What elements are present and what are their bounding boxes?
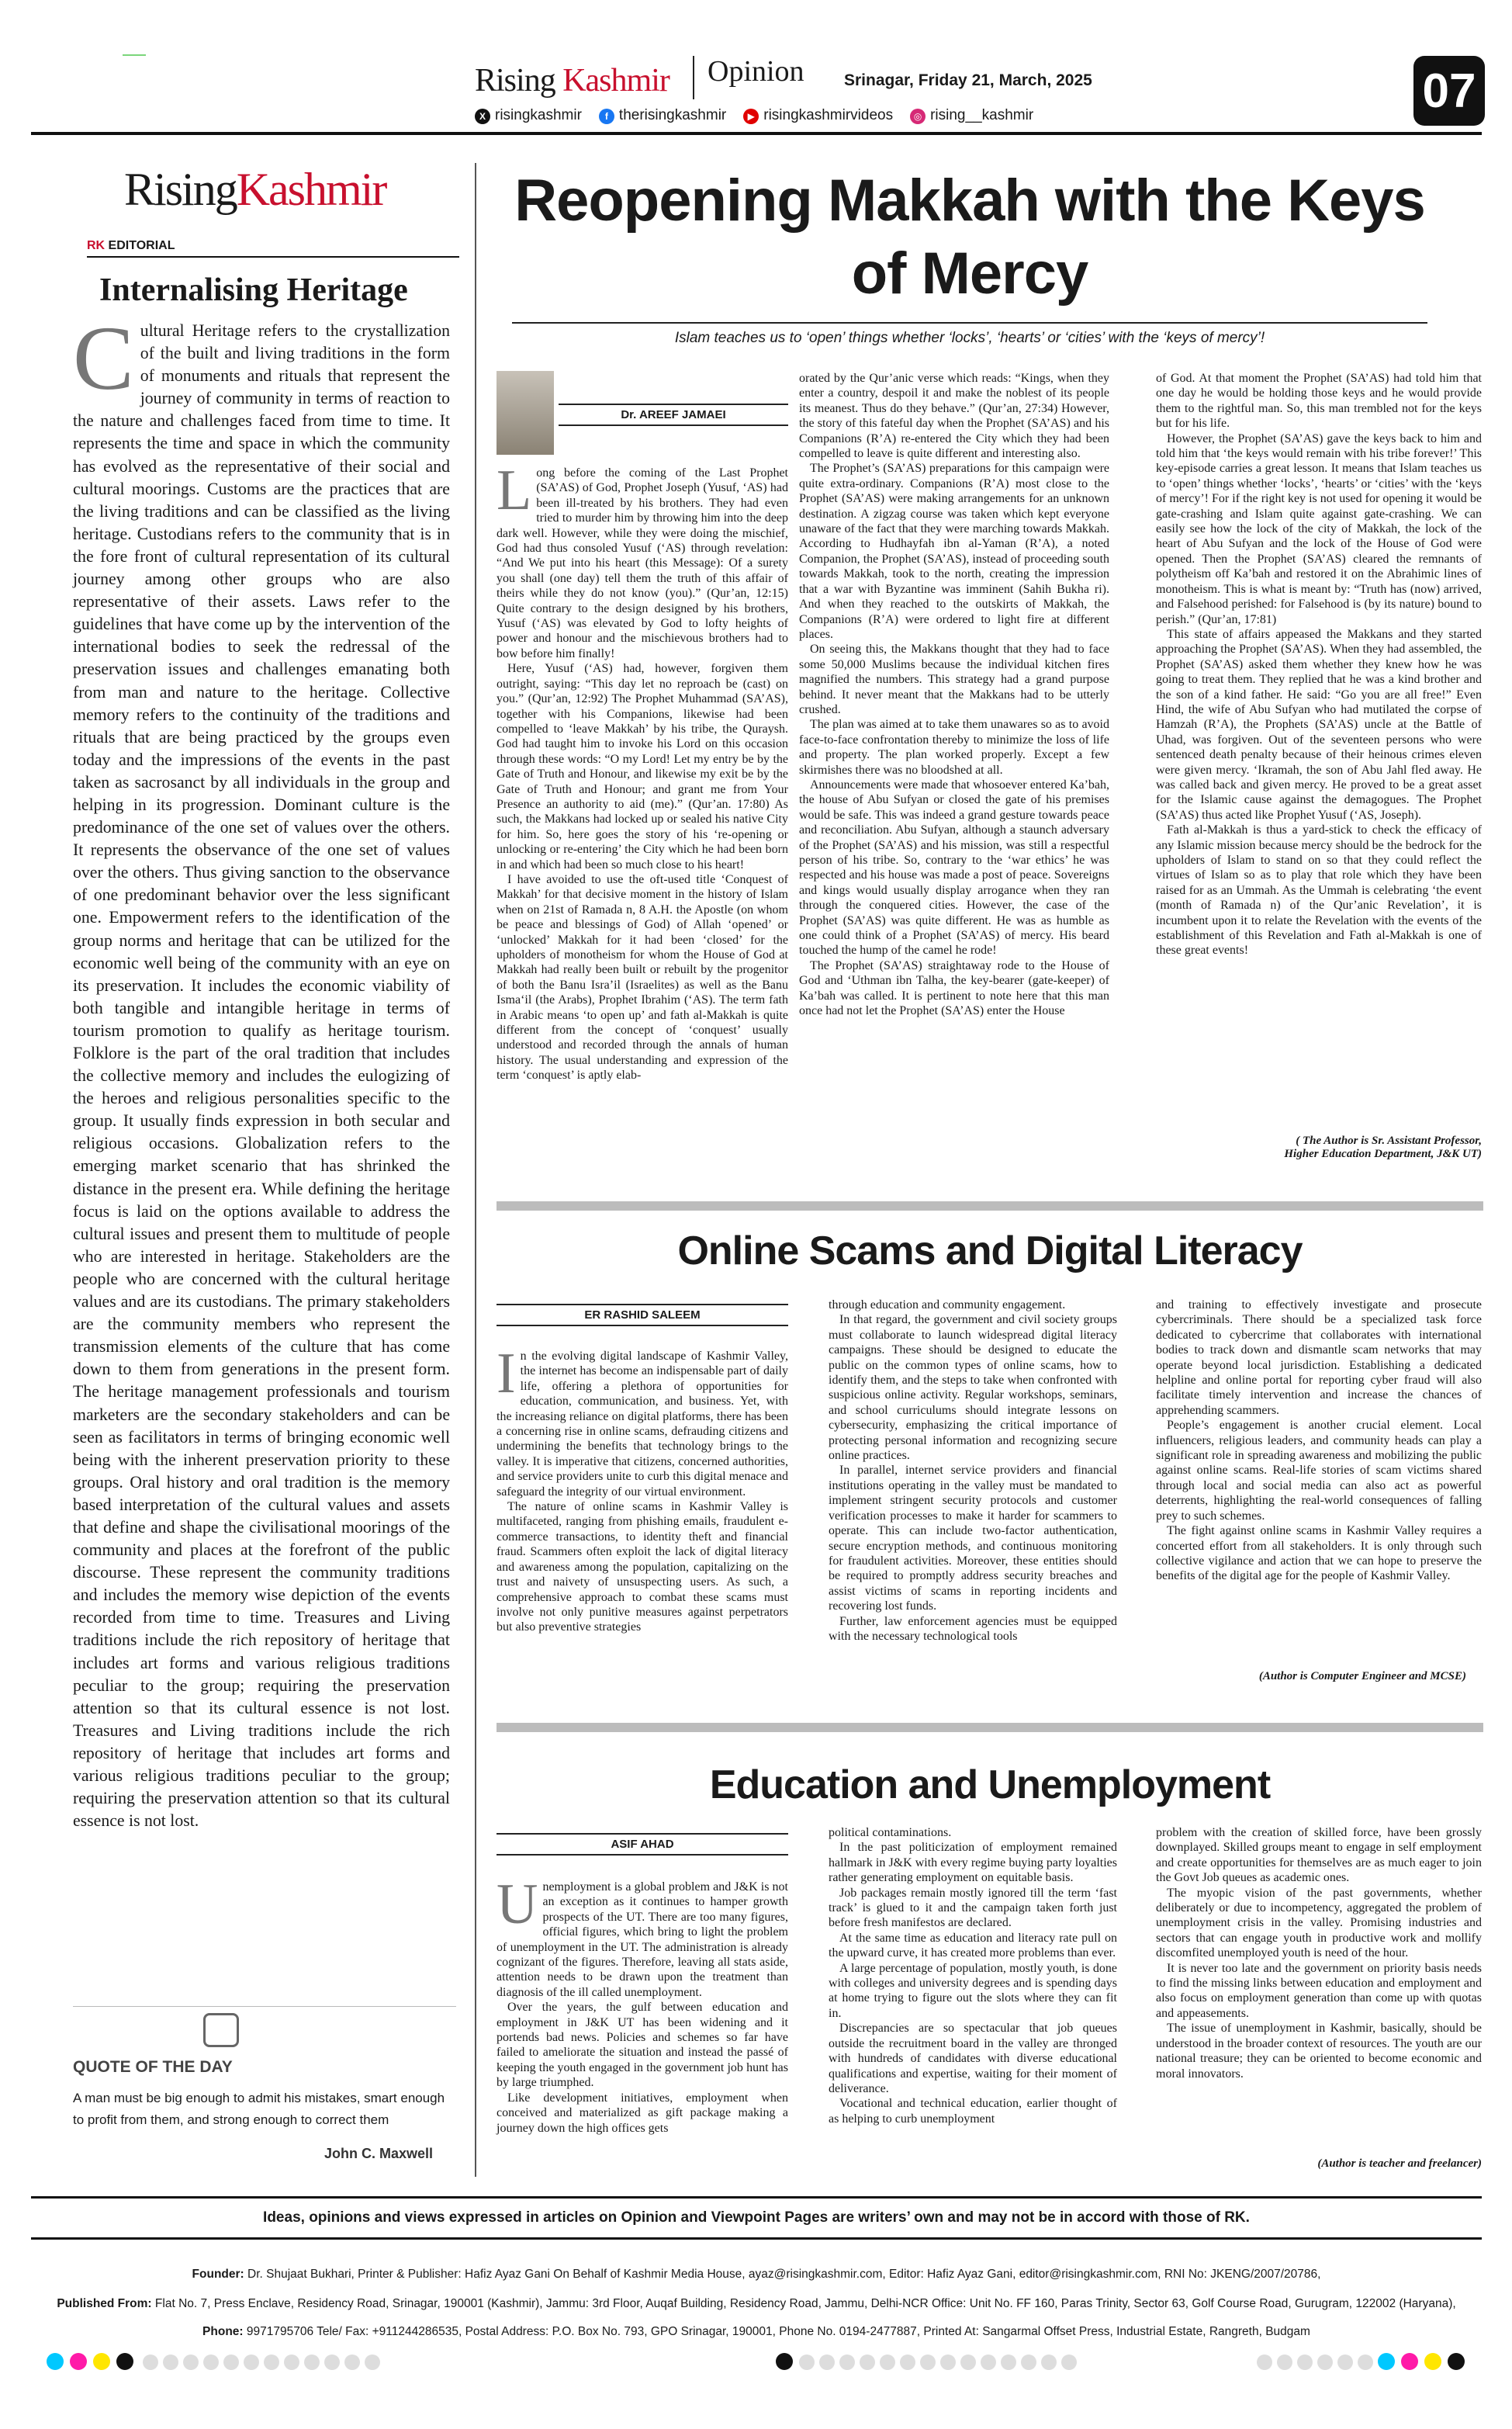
paragraph: A large percentage of population, mostly youth, is done with colleges and university degrees and is spending days at home trying to figure out the slots where they can fit in. xyxy=(829,1961,1117,2020)
paragraph: The Prophet (SA’AS) straightaway rode to the House of God and ‘Uthman ibn Talha, the key-bearer (gate-keeper) of Ka’bah was called. It is pertinent to note here that this man once had not let the Prophet (SA’AS) enter the House xyxy=(799,958,1109,1018)
paragraph: Like development initiatives, employment when conceived and materialized as gift package making a journey down the high offices gets xyxy=(497,2091,788,2135)
social-label: rising__kashmir xyxy=(930,107,1034,123)
article2-title: Online Scams and Digital Literacy xyxy=(677,1228,1303,1273)
paragraph: problem with the creation of skilled force, have been grossly downplayed. Skilled groups meant to engage in self employment and create opportunities for themselves are as much eager to join the Govt Job queues as academic ones. xyxy=(1156,1826,1482,1885)
paragraph: It is never too late and the government on priority basis needs to find the missing links between education and employment and also focus on employment generation than come up with quotas and appeasements. xyxy=(1156,1961,1482,2020)
article1-col3 xyxy=(1156,371,1482,958)
paragraph: Here, Yusuf (‘AS) had, however, forgiven them outright, saying: “This day let no reproach be (cast) on you.” (Qur’an, 12:92) The Prophet Muhammad (SA’AS), together with his Companions, likewise had been compelled to ‘leave Makkah’ by his tribe, the Quraysh. God had taught him to invoke his Lord on this occasion through these words: “O my Lord! Let my entry be by the Gate of Truth and Honour, and likewise my exit be by the Gate of Truth and Honour; and grant me from Your Presence an authority to aid (me).” (Qur’an. 17:80) As such, the Makkans had locked up or sealed his native City for him. So, here goes the story of his ‘re-opening or unlocking or re-entering’ the City which he had been born in and which had been so much close to his heart! xyxy=(497,662,788,871)
paragraph: I have avoided to use the oft-used title ‘Conquest of Makkah’ for that decisive moment in the history of Islam when on 21st of Ramada n, 8 A.H. the Apostle (on whom be peace and blessings of God) of Allah ‘opened’ or ‘unlocked’ Makkah for it had been ‘closed’ for the upholders of monotheism for whom the House of God at Makkah had really been built or rebuilt by the progenitor of both the Banu Isra’il (Israelites) as well as the Banu Isma‘il (the Arabs), Prophet Ibrahim (‘AS). The term fath in Arabic means ‘to open up’ and fath al-Makkah is quite different from the concept of ‘conquest’ usually understood and recorded through the annals of human history. The usual understanding and expression of the term ‘conquest’ is aptly elab- xyxy=(497,872,788,1083)
quote-label: QUOTE OF THE DAY xyxy=(73,2058,233,2076)
article1-subtitle: Islam teaches us to ‘open’ things whether ‘locks’, ‘hearts’ or ‘cities’ with the ‘keys of mercy’! xyxy=(512,322,1427,347)
article2-col1 xyxy=(497,1342,788,1635)
paragraph: ong before the coming of the Last Prophet (SA’AS) of God, Prophet Joseph (Yusuf, ‘AS) had been ill-treated by his brothers. They had even tried to murder him by throwing him into the deep dark well. However, while they were doing the mischief, God had thus consoled Yusuf (‘AS) through revelation: “And We put into his heart (this Message): Of a surety you shall (one day) tell them the truth of this affair of theirs while they do not know (you).” (Qur’an, 12:15) Quite contrary to the design designed by his brothers, Yusuf (‘AS) was elevated by God to lofty heights of power and honour and the mischievous brothers had to bow before him finally! xyxy=(497,466,788,660)
social-link-rising__kashmir[interactable] xyxy=(910,107,1033,124)
article1-dropcap: L xyxy=(497,459,532,522)
paragraph: and training to effectively investigate and prosecute cybercriminals. There should be a specialized task force dedicated to cybercrime that collaborates with international bodies to track down and dismantle scam networks that may operate beyond local jurisdiction. Establishing a dedicated helpline and online portal for reporting cyber fraud will also facilitate timely intervention and increase the chances of apprehending scammers. xyxy=(1156,1298,1482,1417)
x-icon: X xyxy=(475,109,490,124)
article3-byline: (Author is teacher and freelancer) xyxy=(1317,2157,1482,2170)
facebook-icon: f xyxy=(599,109,614,124)
paragraph: n the evolving digital landscape of Kashmir Valley, the internet has become an indispensable part of daily life, offering a plethora of opportunities for education, communication, and business. Yet, with the increasing reliance on digital platforms, there has been a concerning rise in online scams, defrauding citizens and undermining the benefits that technology brings to the valley. It is imperative that citizens, concerned authorities, and service providers unite to curb this digital menace and safeguard the integrity of our virtual environment. xyxy=(497,1350,788,1499)
paragraph: nemployment is a global problem and J&K is not an exception as it continues to hamper growth prospects of the UT. There are too many figures, official figures, which bring to light the problem of unemployment in the UT. The administration is already cognizant of the figures. Therefore, leaving all stats aside, attention needs to be drawn upon the treatment than diagnosis of the ill called unemployment. xyxy=(497,1880,788,1999)
paragraph: Discrepancies are so spectacular that job queues outside the recruitment board in the valley are thronged with hundreds of candidates with diverse educational qualifications and expertise, waiting for their moment of deliverance. xyxy=(829,2022,1117,2095)
editorial-label: RK EDITORIAL xyxy=(87,239,459,258)
social-label: risingkashmir xyxy=(495,107,582,123)
paragraph: political contaminations. xyxy=(829,1826,952,1839)
editorial-brand-logo: RisingKashmir xyxy=(124,164,386,215)
section-rule-3 xyxy=(497,1723,1483,1732)
quote-author: John C. Maxwell xyxy=(324,2146,434,2161)
paragraph: On seeing this, the Makkans thought that they had to face some 50,000 Muslims because the individual kitchen fires magnified the numbers. This strategy had a grand purpose behind. It never meant that the Makkans had to be utterly crushed. xyxy=(799,643,1109,716)
paragraph: The myopic vision of the past governments, whether deliberately or due to incompetency, aggregated the problem of unemployment crisis in the valley. Promising industries and sectors that can engage youth in productive work and mollify discomfited unemployed youth is need of the hour. xyxy=(1156,1886,1482,1960)
quote-divider xyxy=(73,2006,456,2007)
article1-col2 xyxy=(799,371,1109,1018)
paragraph: Job packages remain mostly ignored till the term ‘fast track’ is glued to it and the campaign taken forth just before fresh manifestos are declared. xyxy=(829,1886,1117,1930)
instagram-icon: ◎ xyxy=(910,109,926,124)
article3-col1 xyxy=(497,1873,788,2136)
masthead-brand: Rising Kashmir xyxy=(475,63,670,99)
footer-line-1: Founder: Dr. Shujaat Bukhari, Printer & Publisher: Hafiz Ayaz Gani On Behalf of Kashmir Media House, ayaz@risingkashmir.com, Editor: Hafiz Ayaz Gani, editor@risingkashmir.com, RNI No: JKENG/2007/20786, xyxy=(192,2268,1321,2281)
quote-text: A man must be big enough to admit his mistakes, smart enough to profit from them, and strong enough to correct them xyxy=(73,2091,445,2127)
page-number: 07 xyxy=(1413,56,1485,126)
paragraph: Announcements were made that whosoever entered Ka’bah, the house of Abu Sufyan or closed the gate of his premises would be safe. This was indeed a grand gesture towards peace and reconciliation. Abu Sufyan, although a staunch adversary of the Prophet (SA’AS) and his mission, was still a respectful person of his tribe. So, contrary to the ‘war ethics’ he was respected and his house was made a post of peace. Sovereigns and kings would usually display arrogance when they ran through the conquered cities. However, the case of the Prophet (SA’AS) was quite different. He was as humble as one could think of a Prophet (SA’AS) of mercy. His beard touched the hump of the camel he rode! xyxy=(799,778,1109,958)
paragraph: The Prophet’s (SA’AS) preparations for this campaign were quite extra-ordinary. Companions (R’A) most close to the Prophet (SA’AS) were making arrangements for an unknown destination. A zigzag course was taken which kept everyone unaware of the fact that they were marching towards Makkah. According to Hudhayfah ibn al-Yaman (R’A), a noted Companion, the Prophet (SA’AS), instead of proceeding south towards Makkah, took to the north, creating the impression that a war with Byzantine was imminent (Sahih Bukha ri). And when they reached to the outskirts of Makkah, the Companions (R’A) were ordered to light fire at different places. xyxy=(799,462,1109,641)
paragraph: At the same time as education and literacy rate pull on the upward curve, it has created more problems than ever. xyxy=(829,1931,1117,1960)
article3-author: ASIF AHAD xyxy=(497,1833,788,1856)
article1-byline: ( The Author is Sr. Assistant Professor, Higher Education Department, J&K UT) xyxy=(1284,1135,1482,1160)
article1-col1 xyxy=(497,459,788,1083)
paragraph: Fath al-Makkah is thus a yard-stick to check the efficacy of any Islamic mission because mercy should be the bedrock for the upholders of Islam to stand on so that they could reflect the virtues of Islam so as to play that role which they have been raised for as an Ummah. As the Ummah is celebrating ‘the event (month of Ramada n) of the Qur’anic Revelation’, it is incumbent upon it to relate the Revelation with the events of the establishment of this Revelation and Fath al-Makkah is one of these great events! xyxy=(1156,823,1482,958)
youtube-icon: ▶ xyxy=(743,109,759,124)
social-label: risingkashmirvideos xyxy=(763,107,894,123)
color-registration-strip-left xyxy=(47,2353,385,2376)
social-links xyxy=(475,107,1044,124)
article3-dropcap: U xyxy=(497,1873,538,1936)
color-registration-strip-right xyxy=(1257,2353,1471,2376)
registration-mark xyxy=(123,54,146,56)
footer-line-2: Published From: Flat No. 7, Press Enclave, Residency Road, Srinagar, 190001 (Kashmir), Jammu: 3rd Floor, Auqaf Building, Residency Road, Jammu, Delhi-NCR Office: Unit No. FF 160, Paras Trinity, Sector 63, Golf Course Road, Gurugram, 122002 (Haryana), xyxy=(57,2297,1456,2310)
article2-dropcap: I xyxy=(497,1342,516,1405)
disclaimer: Ideas, opinions and views expressed in articles on Opinion and Viewpoint Pages are writers’ own and may not be in accord with those of RK. xyxy=(31,2196,1482,2240)
top-rule xyxy=(31,132,1482,135)
social-link-risingkashmir[interactable] xyxy=(475,107,582,124)
paragraph: However, the Prophet (SA’AS) gave the keys back to him and told him that ‘the keys would remain with his tribe forever!’ This key-episode carries a great lesson. It means that Islam teaches us to ‘open’ things whether ‘locks’, ‘hearts’ or ‘cities’ with the ‘keys of mercy’! For if the right key is not used for opening it would be gate-crashing and Islam quite against gate-crashing. We can easily see how the lock of the city of Makkah, the lock of the heart of Abu Sufyan and the lock of the House of God were opened. Then the Prophet (SA’AS) cleared the remnants of polytheism off Ka’bah and restored it on the Abrahimic lines of monotheism. This is what is meant by: “Truth has (now) arrived, and Falsehood perished: for Falsehood is (by its nature) bound to perish.” (Qur’an, 17:81) xyxy=(1156,431,1482,626)
paragraph: orated by the Qur’anic verse which reads: “Kings, when they enter a country, despoil it and make the noblest of its people its meanest. Thus do they behave.” (Qur’an, 27:34) However, the story of this fateful day when the Prophet (SA’AS) and his Companions (R’A) re-entered the City which they had been compelled to leave is quite different and interesting also. xyxy=(799,372,1109,461)
paragraph: Over the years, the gulf between education and employment in J&K UT has been widening and it portends bad news. Policies and schemes so far have failed to ameliorate the situation and instead the passé of keeping the youth engaged in the government job hunt has by large triumphed. xyxy=(497,2001,788,2090)
article2-col2 xyxy=(829,1298,1117,1644)
social-link-therisingkashmir[interactable] xyxy=(599,107,726,124)
editorial-body xyxy=(73,307,450,1832)
paragraph: This state of affairs appeased the Makkans and they started approaching the Prophet (SA’AS). When they had assembled, the Prophet (SA’AS) asked them whether they knew how he was going to treat them. They replied that he was a kind brother and the son of a kind father. He said: “Go you are all free!” Even Hind, the wife of Abu Sufyan who had mutilated the corpse of Hamzah (R’A), the Prophets (SA’AS) uncle at the Battle of Uhad, was forgiven. Out of the seventeen persons who were sentenced death penalty because of their heinous crimes eleven were given mercy. ‘Ikramah, the son of Abu Jahl fled away. He was called back and given mercy. He proved to be a great asset for the Islamic cause against the demagogues. The Prophet (SA’AS) thus acted like Prophet Yusuf (‘AS, Joseph). xyxy=(1156,627,1482,822)
paragraph: The plan was aimed at to take them unawares so as to avoid face-to-face confrontation thereby to minimize the loss of life and property. The plan worked properly. Except a few skirmishes there was no bloodshed at all. xyxy=(799,718,1109,777)
color-registration-strip-mid xyxy=(776,2353,1081,2376)
speech-bubble-icon xyxy=(203,2013,239,2047)
section-name: Opinion xyxy=(708,55,804,88)
footer-line-3: Phone: 9971795706 Tele/ Fax: +911244286535, Postal Address: P.O. Box No. 793, GPO Srinagar, 190001, Phone No. 0194-2477887, Printed At: Sangarmal Offset Press, Industrial Estate, Rangreth, Budgam xyxy=(202,2325,1310,2338)
paragraph: In parallel, internet service providers and financial institutions operating in the valley must be mandated to implement stringent security protocols and customer verification processes to make it harder for scammers to operate. This can include two-factor authentication, secure encryption methods, and continuous monitoring for fraudulent activities. Moreover, these entities should be required to promptly address security breaches and assist victims of scams in reporting incidents and recovering lost funds. xyxy=(829,1464,1117,1613)
paragraph: of God. At that moment the Prophet (SA’AS) had told him that one day he would be holding those keys and he would provide them to the rightful man. So, this man trembled not for the keys but for his life. xyxy=(1156,372,1482,431)
social-link-risingkashmirvideos[interactable] xyxy=(743,107,893,124)
paragraph: The fight against online scams in Kashmir Valley requires a concerted effort from all stakeholders. It is only through such collective vigilance and action that we can hope to preserve the benefits of the digital age for the people of Kashmir Valley. xyxy=(1156,1524,1482,1583)
article2-author: ER RASHID SALEEM xyxy=(497,1304,788,1326)
editorial-text: ultural Heritage refers to the crystallization of the built and living traditions in the form of monuments and rituals that represent the journey of community in terms of reaction to the nature and challenges faced from time to time. It represents the time and space in which the community has evolved as the representative of their social and cultural moorings. Customs are the practices that are the living traditions and can be classified as the living heritage. Custodians refers to the community that is in the fore front of cultural representation of its cultural journey among other groups who are also representative of their assets. Laws refer to the guidelines that have come up by the intervention of the international bodies to seek the redressal of the preservation issues and challenges emanating both from man and nature to the heritage. Collective memory refers to the continuity of the traditions and rituals that are being practiced by the groups even today and the impressions of the events in the past taken as sacrosanct by all individuals in the group and helping in its progression. Dominant culture is the predominance of the one set of values over the others. It represents the observance of the one set of values over the others. Thus giving sanction to the observance of one predominant behavior over the less significant one. Empowerment refers to the identification of the group norms and heritage that can be utilized for the economic well being of the community with an eye on its preservation. It includes the economic viability of both tangible and intangible heritage in terms of tourism promotion to qualify as heritage tourism. Folklore is the part of the oral tradition that includes the collective memory and includes the eulogizing of the heroes and religious personalities specific to the group. It usually finds expression in both secular and religious occasions. Globalization refers to the emerging market scenario that has shrinked the distance in the present era. While defining the heritage focus is laid on the options available to address the cultural issues and present them to multitude of people who are interested in heritage. Stakeholders are the people who are concerned with the cultural heritage values and are its custodians. The primary stakeholders are the community members who represent the transmission elements of the culture that has come down to them from generations in the present form. The heritage management professionals and tourism marketers are the secondary stakeholders and can be seen as facilitators in terms of bringing economic well being with the inherent preservation priority to these groups. Oral history and oral tradition is the memory based interpretation of the cultural values and assets that define and shape the civilisational moorings of the community and places at the forefront of the public discourse. These represent the community traditions and includes the memory wise depiction of the events recorded from time to time. Treasures and Living traditions include the rich repository of heritage that includes art forms and various religious traditions peculiar to the group; requiring the preservation attention so that its cultural essence is not lost. Treasures and Living traditions include the rich repository of heritage that includes art forms and various religious traditions peculiar to the group; requiring the preservation attention so that its cultural essence is not lost. xyxy=(73,321,450,1831)
paragraph: The issue of unemployment in Kashmir, basically, should be understood in the broader context of resources. The youth are our national treasure; they can be oriented to become economic and moral innovators. xyxy=(1156,2022,1482,2081)
editorial-dropcap: C xyxy=(73,307,134,409)
paragraph: Vocational and technical education, earlier thought of as helping to curb unemployment xyxy=(829,2097,1117,2126)
article1-author: Dr. AREEF JAMAEI xyxy=(559,404,788,426)
social-label: therisingkashmir xyxy=(618,107,727,123)
paragraph: Further, law enforcement agencies must be equipped with the necessary technological tools xyxy=(829,1614,1117,1643)
article3-col3 xyxy=(1156,1825,1482,2081)
paragraph: People’s engagement is another crucial element. Local influencers, religious leaders, and community heads can play a significant role in spreading awareness and mobilizing the public against online scams. Real-life stories of scam victims shared through local and social media can also act as powerful deterrents, highlighting the real-world consequences of falling prey to such schemes. xyxy=(1156,1419,1482,1523)
article2-byline: (Author is Computer Engineer and MCSE) xyxy=(1258,1670,1466,1682)
section-rule-2 xyxy=(497,1201,1483,1211)
article3-title: Education and Unemployment xyxy=(709,1762,1271,1807)
article1-title: Reopening Makkah with the Keys of Mercy xyxy=(514,168,1425,307)
header-divider xyxy=(693,56,694,99)
issue-date: Srinagar, Friday 21, March, 2025 xyxy=(844,71,1092,89)
paragraph: The nature of online scams in Kashmir Valley is multifaceted, ranging from phishing emails, fraudulent e-commerce transactions, to identity theft and financial fraud. Scammers often exploit the lack of digital literacy and awareness among the population, capitalizing on the trust and naivety of unsuspecting users. As such, a comprehensive approach to combat these scams must involve not only punitive measures against perpetrators but also preventive strategies xyxy=(497,1500,788,1634)
paragraph: through education and community engagement. xyxy=(829,1298,1066,1312)
column-divider xyxy=(475,163,476,2177)
paragraph: In the past politicization of employment remained hallmark in J&K with every regime buying party loyalties rather generating employment on equitable basis. xyxy=(829,1841,1117,1885)
author-photo xyxy=(497,371,554,455)
paragraph: In that regard, the government and civil society groups must collaborate to launch widespread digital literacy campaigns. These should be designed to educate the public on the common types of online scams, how to identify them, and the steps to take when confronted with suspicious online activity. Regular workshops, seminars, and school curriculums should integrate lessons on cybersecurity, emphasizing the critical importance of protecting personal information and recognizing secure online practices. xyxy=(829,1313,1117,1463)
editorial-title: Internalising Heritage xyxy=(99,272,408,308)
article3-col2 xyxy=(829,1825,1117,2126)
article2-col3 xyxy=(1156,1298,1482,1584)
